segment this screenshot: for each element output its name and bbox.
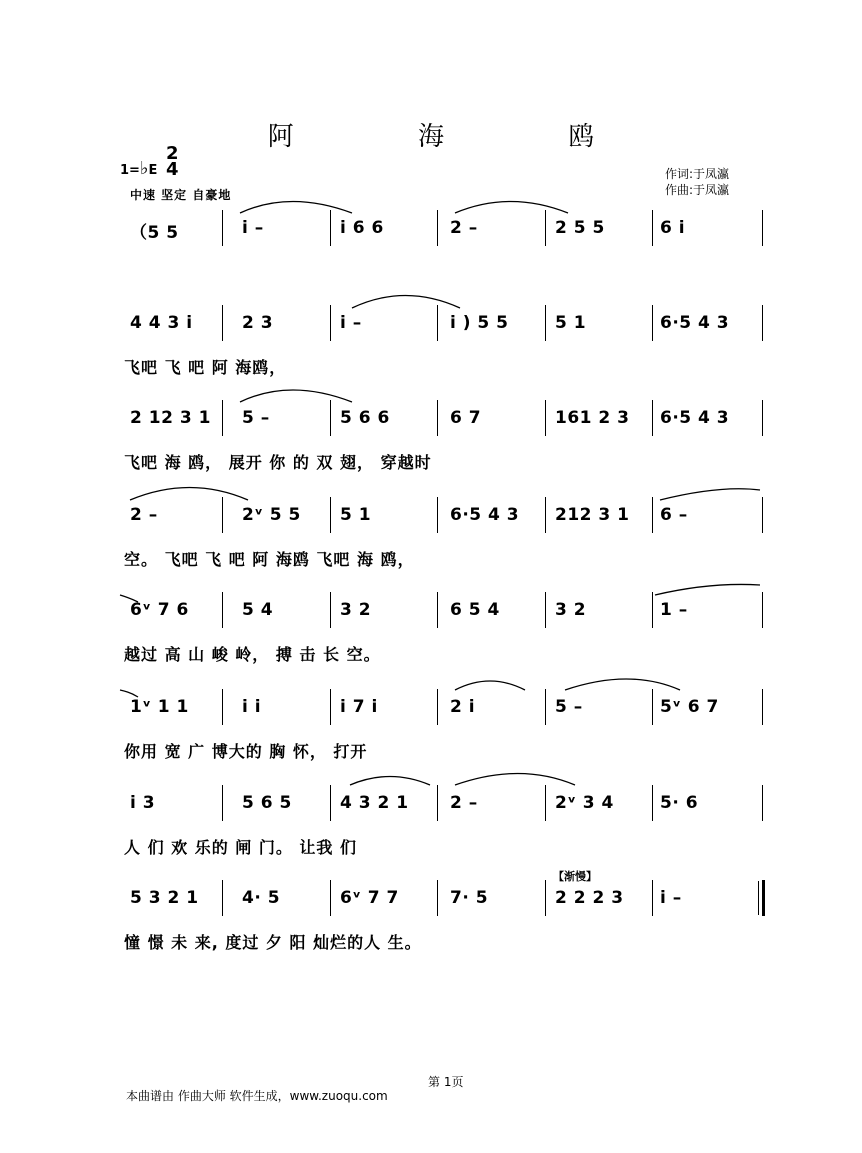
notes-line bbox=[124, 600, 764, 630]
measure-notes: 6·5 4 3 bbox=[660, 408, 730, 428]
flat-sign: ♭ bbox=[139, 158, 149, 179]
bar-line bbox=[330, 785, 331, 821]
bar-line bbox=[330, 880, 331, 916]
measure-notes: 5 – bbox=[242, 408, 270, 428]
measure-notes: i – bbox=[340, 313, 362, 333]
notes-line bbox=[124, 408, 764, 438]
measure-notes: 2ᵛ 3 4 bbox=[555, 793, 614, 813]
measure-notes: 7· 5 bbox=[450, 888, 489, 908]
measure-notes: 5 3 2 1 bbox=[130, 888, 199, 908]
bar-line bbox=[330, 400, 331, 436]
bar-line bbox=[437, 689, 438, 725]
measure-notes: 5 6 6 bbox=[340, 408, 390, 428]
measure-notes: 212 3 1 bbox=[555, 505, 630, 525]
measure-notes: i ) 5 5 bbox=[450, 313, 509, 333]
key-signature bbox=[120, 158, 157, 179]
measure-notes: 2 – bbox=[450, 218, 478, 238]
measure-notes: （5 5 bbox=[130, 223, 179, 243]
measure-notes: 6·5 4 3 bbox=[660, 313, 730, 333]
lyric-line: 飞吧 飞 吧 阿 海鸥， bbox=[124, 358, 287, 377]
measure-notes: 5 1 bbox=[340, 505, 372, 525]
bar-line bbox=[545, 880, 546, 916]
bar-line bbox=[652, 305, 653, 341]
score-row bbox=[0, 793, 862, 883]
lyric-line: 人 们 欢 乐的 闸 门。 让我 们 bbox=[124, 838, 357, 857]
bar-line bbox=[437, 785, 438, 821]
measure-notes: 5 6 5 bbox=[242, 793, 292, 813]
notes-line bbox=[124, 697, 764, 727]
bar-line bbox=[222, 880, 223, 916]
measure-notes: i i bbox=[242, 697, 262, 717]
score-row bbox=[0, 408, 862, 498]
bar-line bbox=[545, 210, 546, 246]
measure-notes: 6·5 4 3 bbox=[450, 505, 520, 525]
bar-line bbox=[222, 305, 223, 341]
measure-notes: 4· 5 bbox=[242, 888, 281, 908]
measure-notes: i 6 6 bbox=[340, 218, 384, 238]
measure-notes: 2ᵛ 5 5 bbox=[242, 505, 301, 525]
time-signature-top: 2 bbox=[166, 143, 179, 164]
bar-line bbox=[437, 497, 438, 533]
bar-line bbox=[330, 592, 331, 628]
bar-line bbox=[762, 305, 763, 341]
notes-line bbox=[124, 218, 764, 248]
lyric-line bbox=[124, 260, 764, 286]
measure-notes: 2 2 2 3 bbox=[555, 888, 624, 908]
bar-line bbox=[222, 210, 223, 246]
bar-line bbox=[545, 785, 546, 821]
bar-line bbox=[330, 689, 331, 725]
bar-line bbox=[330, 497, 331, 533]
time-signature-bottom: 4 bbox=[166, 159, 179, 180]
score-row bbox=[0, 697, 862, 787]
score-row bbox=[0, 888, 862, 978]
measure-notes: 5· 6 bbox=[660, 793, 699, 813]
lyric-line: 憧 憬 未 来, 度过 夕 阳 灿烂的人 生。 bbox=[124, 933, 422, 952]
measure-notes: 6 – bbox=[660, 505, 688, 525]
song-title: 阿 海 鸥 bbox=[267, 122, 653, 152]
bar-line bbox=[652, 497, 653, 533]
measure-notes: 5 1 bbox=[555, 313, 587, 333]
time-signature bbox=[166, 143, 179, 180]
footer-credit: 本曲谱由 作曲大师 软件生成，www.zuoqu.com bbox=[126, 1089, 388, 1103]
notes-line bbox=[124, 313, 764, 343]
notes-line bbox=[124, 505, 764, 535]
measure-notes: i – bbox=[242, 218, 264, 238]
measure-notes: 3 2 bbox=[340, 600, 372, 620]
bar-line bbox=[330, 210, 331, 246]
notes-line bbox=[124, 793, 764, 823]
measure-notes: 2 i bbox=[450, 697, 476, 717]
bar-line bbox=[437, 880, 438, 916]
bar-line bbox=[652, 400, 653, 436]
score-row bbox=[0, 505, 862, 595]
measure-notes: 4 4 3 i bbox=[130, 313, 193, 333]
measure-notes: 6ᵛ 7 7 bbox=[340, 888, 399, 908]
measure-notes: 6 i bbox=[660, 218, 686, 238]
key-letter: E bbox=[148, 163, 158, 178]
bar-line bbox=[222, 400, 223, 436]
score-row bbox=[0, 600, 862, 690]
key-prefix: 1= bbox=[120, 163, 140, 178]
bar-line bbox=[545, 497, 546, 533]
measure-notes: 2 – bbox=[450, 793, 478, 813]
bar-line bbox=[437, 400, 438, 436]
bar-line bbox=[222, 497, 223, 533]
measure-notes: 2 – bbox=[130, 505, 158, 525]
measure-notes: 1ᵛ 1 1 bbox=[130, 697, 189, 717]
measure-notes: 1 – bbox=[660, 600, 688, 620]
measure-notes: 6ᵛ 7 6 bbox=[130, 600, 189, 620]
bar-line bbox=[652, 785, 653, 821]
bar-line bbox=[545, 592, 546, 628]
lyricist-credit: 作词:于凤瀛 bbox=[665, 167, 730, 181]
bar-line bbox=[652, 689, 653, 725]
lyric-line: 空。 飞吧 飞 吧 阿 海鸥 飞吧 海 鸥， bbox=[124, 550, 415, 569]
bar-line bbox=[762, 785, 763, 821]
bar-line bbox=[222, 592, 223, 628]
bar-line bbox=[762, 400, 763, 436]
measure-notes: i 7 i bbox=[340, 697, 378, 717]
measure-notes: 5ᵛ 6 7 bbox=[660, 697, 719, 717]
lyric-line: 你用 宽 广 博大的 胸 怀， 打开 bbox=[124, 742, 368, 761]
tempo-marking: 中速 坚定 自豪地 bbox=[130, 188, 232, 202]
bar-line bbox=[762, 210, 763, 246]
bar-line bbox=[652, 592, 653, 628]
bar-line bbox=[545, 305, 546, 341]
bar-line bbox=[222, 785, 223, 821]
measure-notes: 2 12 3 1 bbox=[130, 408, 211, 428]
measure-notes: 4 3 2 1 bbox=[340, 793, 409, 813]
measure-notes: 5 4 bbox=[242, 600, 274, 620]
measure-notes: 3 2 bbox=[555, 600, 587, 620]
score-row bbox=[0, 313, 862, 403]
measure-notes: i – bbox=[660, 888, 682, 908]
lyric-line: 越过 高 山 峻 岭， 搏 击 长 空。 bbox=[124, 645, 381, 664]
score-row bbox=[0, 218, 862, 308]
measure-notes: 6 7 bbox=[450, 408, 482, 428]
bar-line bbox=[222, 689, 223, 725]
measure-notes: 161 2 3 bbox=[555, 408, 630, 428]
bar-line bbox=[762, 592, 763, 628]
measure-notes: 5 – bbox=[555, 697, 583, 717]
composer-credit: 作曲:于凤瀛 bbox=[665, 183, 730, 197]
measure-notes: 2 5 5 bbox=[555, 218, 605, 238]
bar-line bbox=[437, 210, 438, 246]
bar-line bbox=[652, 880, 653, 916]
notes-line bbox=[124, 888, 764, 918]
bar-line bbox=[762, 497, 763, 533]
bar-line bbox=[437, 305, 438, 341]
measure-notes: 6 5 4 bbox=[450, 600, 500, 620]
ritardando-marking: 【渐慢】 bbox=[553, 870, 597, 883]
bar-line bbox=[437, 592, 438, 628]
bar-line bbox=[652, 210, 653, 246]
bar-line bbox=[545, 689, 546, 725]
bar-line bbox=[762, 880, 765, 916]
lyric-line: 飞吧 海 鸥， 展开 你 的 双 翅， 穿越时 bbox=[124, 453, 432, 472]
measure-notes: i 3 bbox=[130, 793, 156, 813]
measure-notes: 2 3 bbox=[242, 313, 274, 333]
bar-line bbox=[762, 689, 763, 725]
bar-line bbox=[330, 305, 331, 341]
page-number: 第 1页 bbox=[428, 1075, 464, 1089]
bar-line bbox=[545, 400, 546, 436]
